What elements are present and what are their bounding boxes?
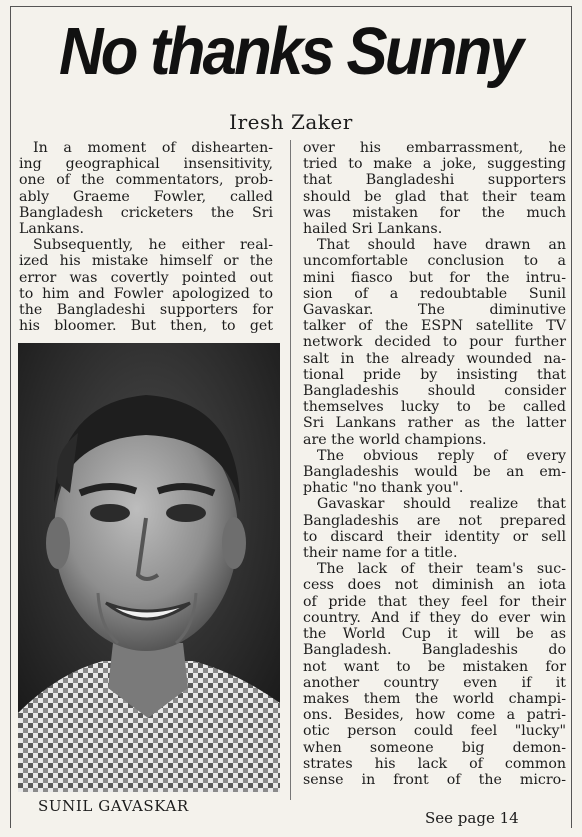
text-line: The lack of their team's suc- (317, 561, 566, 578)
text-line: the World Cup it will be as (303, 626, 566, 643)
text-line: cess does not diminish an iota (303, 577, 566, 594)
headline: No thanks Sunny (58, 14, 522, 89)
article-column-right (303, 140, 566, 788)
portrait-photo (18, 343, 280, 792)
text-line: country. And if they do ever win (303, 609, 566, 626)
text-line: phatic "no thank you". (303, 480, 464, 497)
text-line: Bangladeshis are not prepared (303, 512, 566, 529)
text-line: mini fiasco but for the intru- (303, 269, 566, 286)
text-line: In a moment of dishearten- (33, 140, 273, 156)
text-line: network decided to pour further (303, 334, 566, 351)
text-line: over his embarrassment, he (303, 140, 566, 156)
text-line: their name for a title. (303, 545, 458, 562)
text-line: to discard their identity or sell (303, 528, 566, 545)
byline: Iresh Zaker (229, 110, 353, 134)
text-line: that Bangladeshi supporters (303, 172, 566, 189)
text-line: sense in front of the micro- (303, 771, 566, 788)
text-line: tried to make a joke, suggesting (303, 156, 566, 173)
text-line: Bangladeshis would be an em- (303, 464, 566, 481)
text-line: ons. Besides, how come a patri- (303, 707, 566, 724)
text-line: Bangladesh. Bangladeshis do (303, 642, 566, 659)
text-line: otic person could feel "lucky" (303, 723, 566, 740)
column-rule (290, 140, 291, 800)
text-line: to him and Fowler apologized to (19, 285, 273, 302)
text-line: ized his mistake himself or the (19, 253, 273, 270)
text-line: was mistaken for the much (303, 204, 566, 221)
portrait-illustration (18, 343, 280, 792)
text-line: not want to be mistaken for (303, 658, 566, 675)
text-line: strates his lack of common (303, 755, 566, 772)
text-line: are the world champions. (303, 431, 487, 448)
text-line: Lankans. (19, 221, 85, 238)
article-column-left (19, 140, 273, 334)
text-line: another country even if it (303, 674, 566, 691)
text-line: That should have drawn an (317, 237, 566, 254)
text-line: talker of the ESPN satellite TV (303, 318, 566, 335)
text-line: Gavaskar. The diminutive (303, 302, 566, 319)
text-line: makes them the world champi- (303, 690, 566, 707)
text-line: error was covertly pointed out (19, 269, 273, 286)
text-line: tional pride by insisting that (303, 366, 566, 383)
text-line: hailed Sri Lankans. (303, 221, 443, 238)
text-line: The obvious reply of every (317, 447, 566, 464)
text-line: one of the commentators, prob- (19, 172, 273, 189)
text-line: Sri Lankans rather as the latter (303, 415, 566, 432)
text-line: his bloomer. But then, to get (19, 318, 273, 335)
text-line: ably Graeme Fowler, called (19, 188, 273, 205)
text-line: ing geographical insensitivity, (19, 156, 273, 173)
text-line: sion of a redoubtable Sunil (303, 285, 566, 302)
text-line: themselves lucky to be called (303, 399, 566, 416)
text-line: the Bangladeshi supporters for (19, 302, 273, 319)
text-line: Bangladeshis should consider (303, 383, 566, 400)
text-line: salt in the already wounded na- (303, 350, 566, 367)
text-line: Bangladesh cricketers the Sri (19, 204, 273, 221)
text-line: when someone big demon- (303, 739, 566, 756)
text-line: uncomfortable conclusion to a (303, 253, 566, 270)
text-line: of pride that they feel for their (303, 593, 566, 610)
text-line: Gavaskar should realize that (317, 496, 566, 513)
photo-caption: SUNIL GAVASKAR (38, 797, 189, 815)
text-line: should be glad that their team (303, 188, 566, 205)
text-line: Subsequently, he either real- (33, 237, 273, 254)
continued-on-page: See page 14 (425, 809, 519, 827)
